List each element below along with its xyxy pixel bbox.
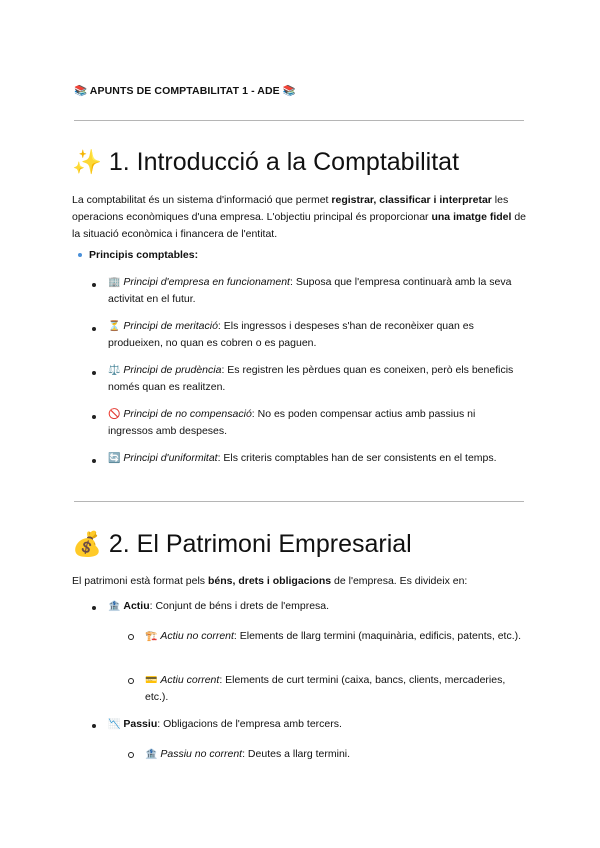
- hourglass-icon: ⏳: [108, 321, 121, 332]
- principle-text: : Els criteris comptables han de ser consistents en el temps.: [217, 452, 497, 464]
- list-item: [145, 628, 530, 645]
- sub-item-text: : Deutes a llarg termini.: [242, 748, 351, 760]
- list-item: [108, 318, 518, 351]
- intro-text: de l'empresa. Es divideix en:: [331, 575, 468, 587]
- credit-card-icon: 💳: [145, 675, 158, 686]
- principles-label: Principis comptables:: [89, 249, 199, 261]
- sub-item-name: Actiu corrent: [160, 674, 220, 686]
- balance-scale-icon: ⚖️: [108, 365, 121, 376]
- sub-item-name: Passiu no corrent: [160, 748, 243, 760]
- construction-crane-icon: 🏗️: [145, 631, 158, 642]
- principle-text: : No es poden compensar actius amb passius ni ingressos amb despeses.: [108, 408, 476, 437]
- list-item: [108, 406, 518, 439]
- bullet-marker: [92, 371, 96, 375]
- money-bag-icon: 💰: [72, 531, 102, 558]
- list-item: [108, 274, 518, 307]
- sub-item-text: : Elements de curt termini (caixa, bancs, clients, mercaderies, etc.).: [145, 674, 506, 703]
- section-2-heading: [72, 530, 412, 559]
- intro-text: les operacions econòmiques d'una empresa. L'objectiu principal és proporcionar: [72, 194, 509, 223]
- sub-item-text: : Elements de llarg termini (maquinària, edificis, patents, etc.).: [233, 630, 522, 642]
- bullet-marker: [78, 253, 82, 257]
- section-1-title: 1. Introducció a la Comptabilitat: [108, 148, 460, 176]
- bullet-marker: [92, 327, 96, 331]
- list-item: [145, 746, 530, 763]
- document-title: 📚 APUNTS DE COMPTABILITAT 1 - ADE 📚: [74, 85, 296, 97]
- chart-decreasing-icon: 📉: [108, 719, 121, 730]
- bullet-marker: [92, 415, 96, 419]
- passiu-label: Passiu: [123, 718, 158, 730]
- section-1-heading: [72, 148, 459, 177]
- intro-bold: una imatge fidel: [431, 211, 512, 223]
- principle-name: Principi de prudència: [123, 364, 222, 376]
- intro-bold: béns, drets i obligacions: [207, 575, 332, 587]
- actiu-label: Actiu: [123, 600, 150, 612]
- sub-bullet-marker: [128, 678, 134, 684]
- actiu-text: : Conjunt de béns i drets de l'empresa.: [149, 600, 330, 612]
- list-item: [108, 362, 518, 395]
- principle-name: Principi d'empresa en funcionament: [123, 276, 290, 288]
- intro-text: El patrimoni està format pels: [72, 575, 208, 587]
- bullet-marker: [92, 459, 96, 463]
- office-building-icon: 🏢: [108, 277, 121, 288]
- prohibited-icon: 🚫: [108, 409, 121, 420]
- sub-bullet-marker: [128, 752, 134, 758]
- bank-icon: 🏦: [108, 601, 121, 612]
- sparkles-icon: ✨: [72, 149, 102, 176]
- section-2-intro: [72, 573, 528, 590]
- divider: [74, 120, 524, 121]
- bullet-marker: [92, 283, 96, 287]
- principle-text: : Es registren les pèrdues quan es coneixen, però els beneficis només quan es realitzen.: [108, 364, 514, 393]
- list-item: [145, 672, 530, 705]
- bullet-marker: [92, 724, 96, 728]
- principle-name: Principi de meritació: [123, 320, 218, 332]
- list-item: [108, 450, 528, 467]
- sub-item-name: Actiu no corrent: [160, 630, 234, 642]
- principle-text: : Els ingressos i despeses s'han de reconèixer quan es produeixen, no quan es cobren o es paguen.: [108, 320, 474, 349]
- intro-text: de la situació econòmica i financera de l'entitat.: [72, 211, 527, 240]
- sub-bullet-marker: [128, 634, 134, 640]
- divider: [74, 501, 524, 502]
- intro-bold: registrar, classificar i interpretar: [331, 194, 492, 206]
- list-item: [108, 598, 518, 615]
- bullet-marker: [92, 606, 96, 610]
- bank-icon: 🏦: [145, 749, 158, 760]
- refresh-arrows-icon: 🔄: [108, 453, 121, 464]
- section-2-title: 2. El Patrimoni Empresarial: [108, 530, 412, 558]
- intro-text: La comptabilitat és un sistema d'informació que permet: [72, 194, 332, 206]
- principle-name: Principi de no compensació: [123, 408, 252, 420]
- principle-text: : Suposa que l'empresa continuarà amb la seva activitat en el futur.: [108, 276, 512, 305]
- passiu-text: : Obligacions de l'empresa amb tercers.: [157, 718, 342, 730]
- section-1-intro: [72, 192, 528, 243]
- principle-name: Principi d'uniformitat: [123, 452, 218, 464]
- list-item: [108, 716, 518, 733]
